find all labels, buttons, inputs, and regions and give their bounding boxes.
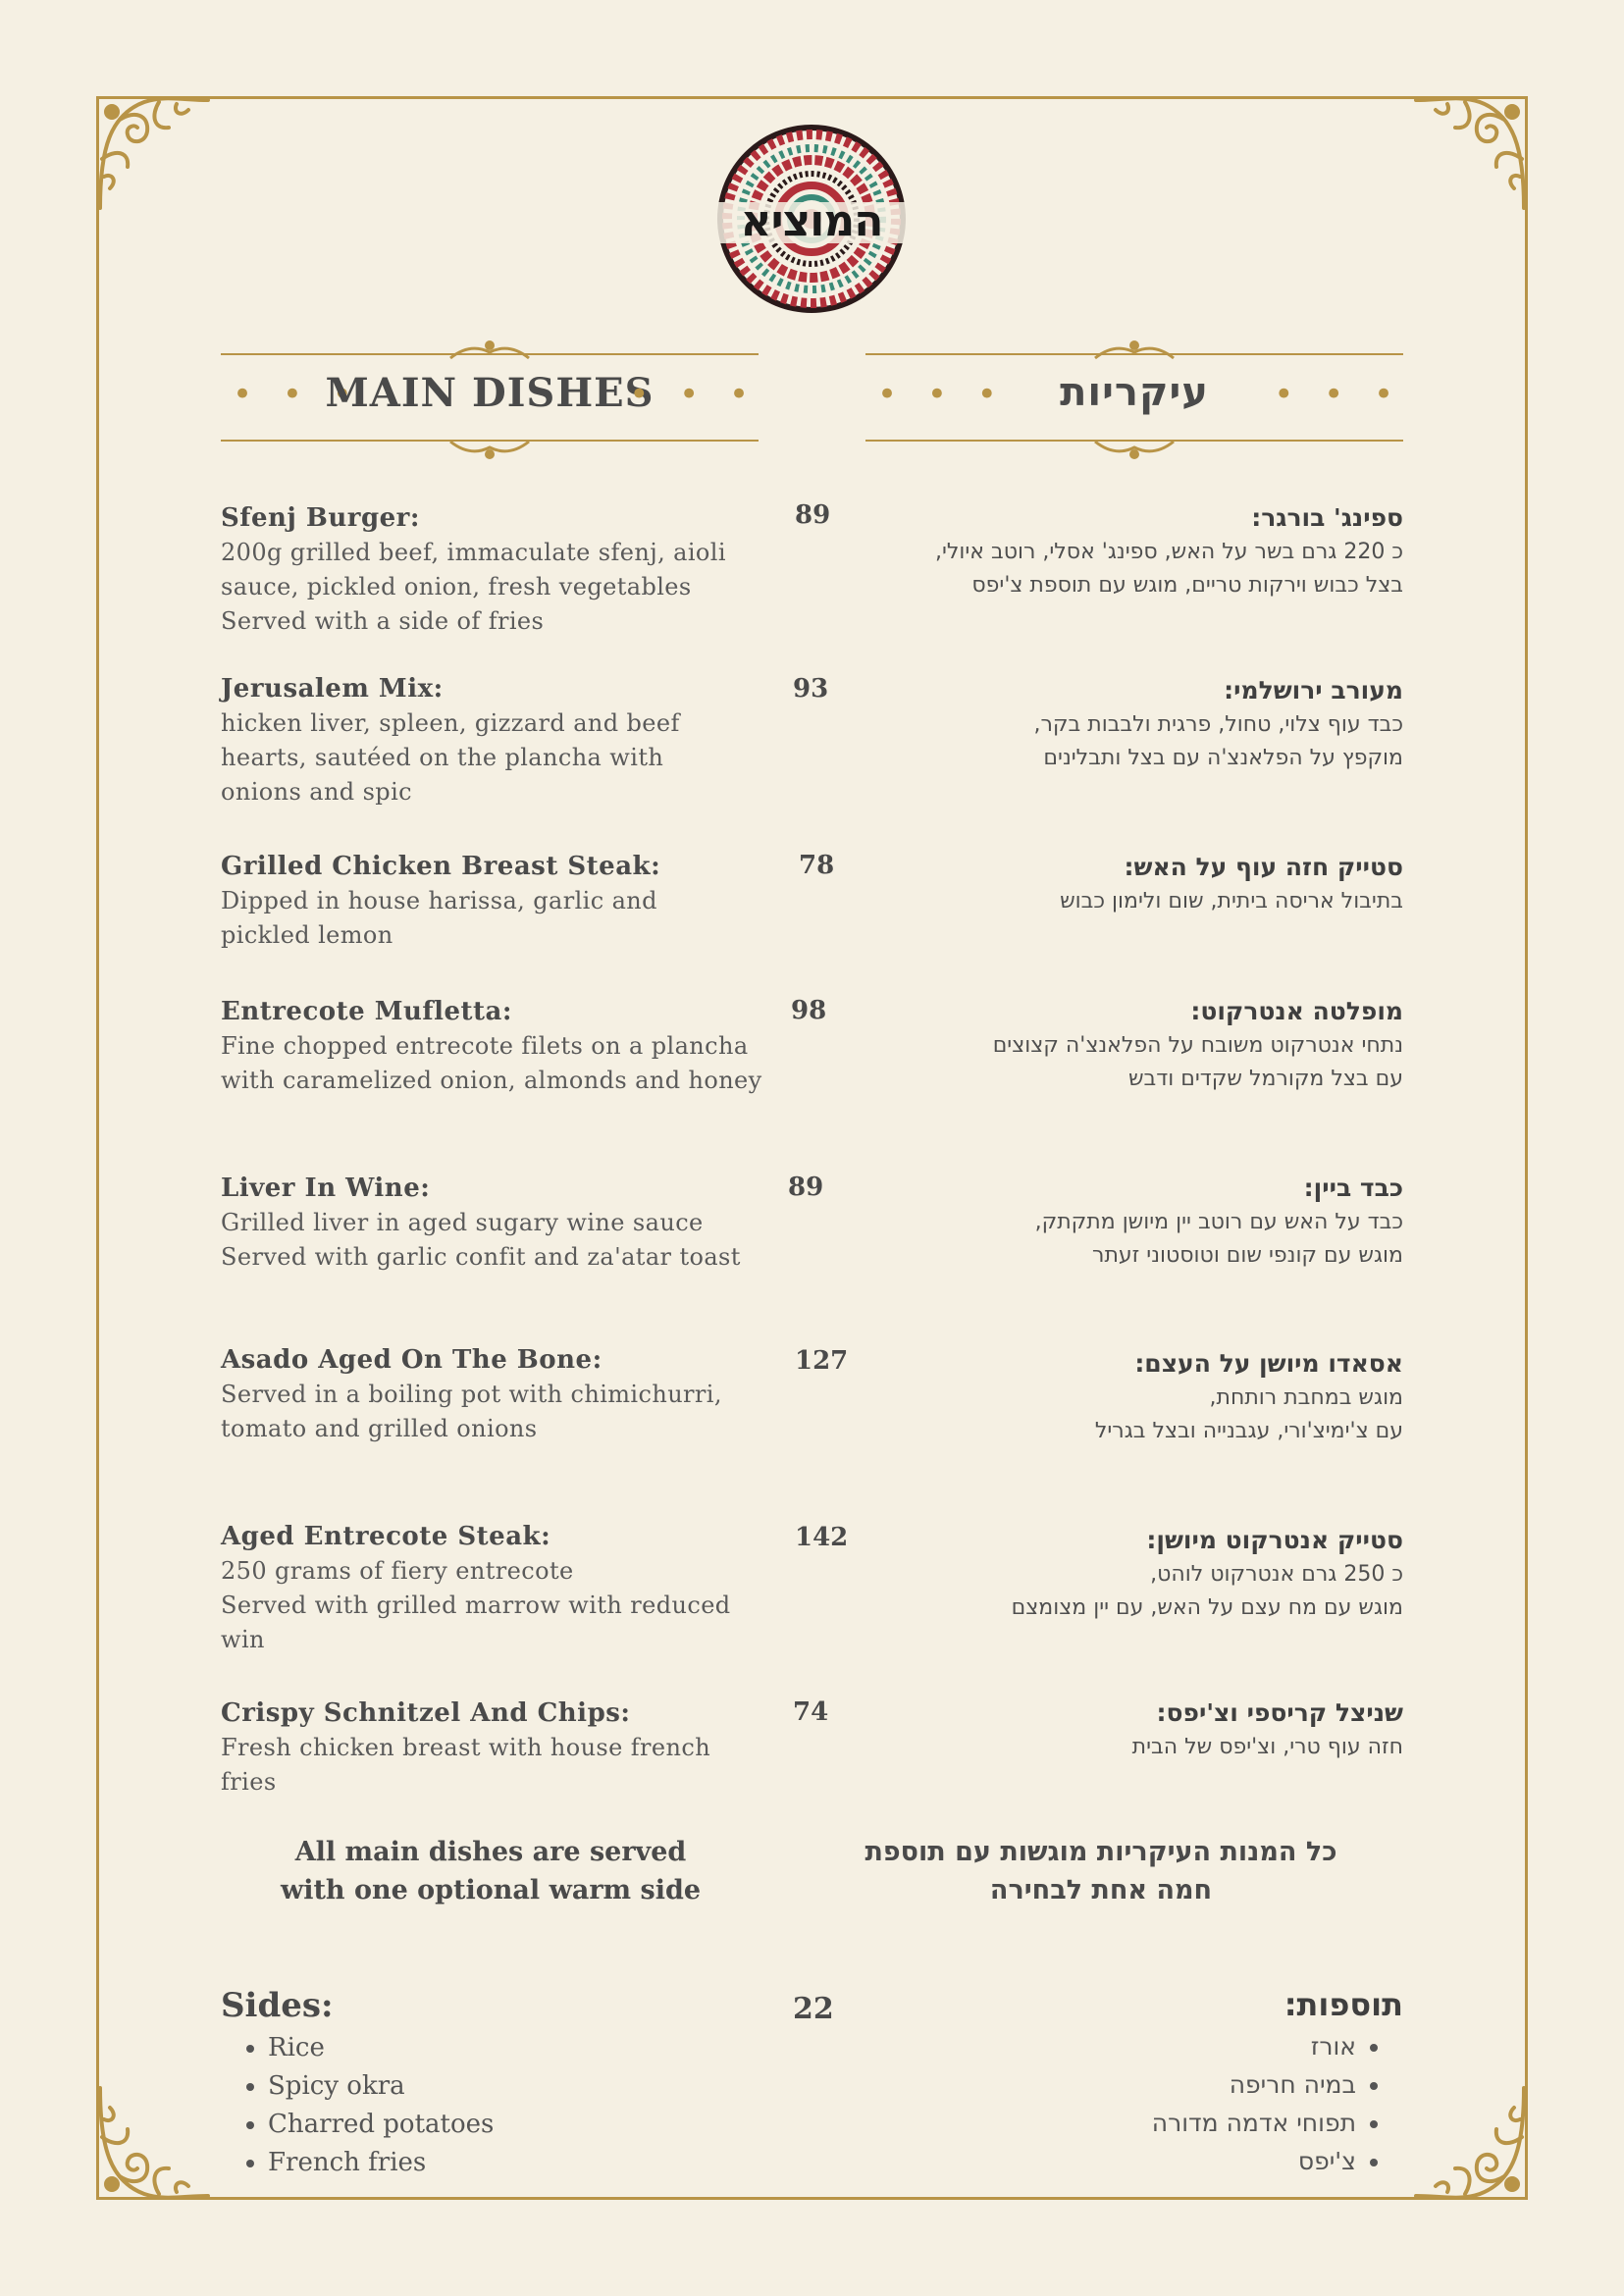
dish-name-en: Crispy Schnitzel And Chips: bbox=[221, 1698, 631, 1728]
dots-left: • • • bbox=[877, 375, 1007, 414]
section-header-en bbox=[221, 339, 759, 456]
dish-en bbox=[221, 1696, 770, 1800]
list-item: • צ'יפס bbox=[1152, 2142, 1356, 2180]
dish-name-he: שניצל קריספי וצ'יפס: bbox=[1156, 1698, 1403, 1727]
dish-desc-line: Served with a side of fries bbox=[221, 607, 545, 635]
section-title-en: MAIN DISHES bbox=[325, 370, 655, 416]
dish-desc-line: Served in a boiling pot with chimichurri, bbox=[221, 1381, 722, 1408]
dish-desc-line: hicken liver, spleen, gizzard and beef bbox=[221, 709, 680, 737]
dish-name-he: ספינג' בורגר: bbox=[1251, 503, 1403, 532]
dish-desc-line: עם בצל מקורמל שקדים ודבש bbox=[1127, 1067, 1403, 1091]
dish-en bbox=[221, 849, 770, 953]
sides-section-en bbox=[221, 1986, 494, 2182]
list-item: • תפוחי אדמה מדורה bbox=[1152, 2104, 1356, 2142]
dish-desc-line: מוקפץ על הפלאנצ'ה עם בצל ותבלינים bbox=[1043, 746, 1403, 770]
dish-desc-line: בתיבול אריסה ביתית, שום ולימון כבוש bbox=[1060, 889, 1403, 913]
sides-list-he bbox=[1152, 2027, 1403, 2180]
dish-he bbox=[854, 1346, 1403, 1448]
dish-price: 89 bbox=[788, 1173, 824, 1202]
dish-desc-line: Fine chopped entrecote filets on a plancha bbox=[221, 1032, 749, 1060]
list-item: • אורז bbox=[1152, 2027, 1356, 2065]
dish-price: 89 bbox=[795, 500, 831, 530]
dish-name-he: סטייק אנטרקוט מיושן: bbox=[1146, 1526, 1403, 1554]
dish-he bbox=[854, 850, 1403, 918]
crest-ornament-icon bbox=[1090, 339, 1179, 360]
dish-en bbox=[221, 994, 770, 1098]
list-item: • Spicy okra bbox=[268, 2067, 494, 2106]
section-header-he bbox=[865, 339, 1403, 456]
dish-he bbox=[854, 1696, 1403, 1764]
corner-ornament-icon bbox=[90, 90, 218, 218]
dots-right: • • • bbox=[1274, 375, 1403, 414]
list-item: • French fries bbox=[268, 2144, 494, 2182]
crest-ornament-icon bbox=[1090, 440, 1179, 461]
dish-he bbox=[854, 1171, 1403, 1273]
dish-price: 98 bbox=[791, 996, 827, 1025]
dish-desc-line: מוגש עם קונפי שום וטוסטוני זעתר bbox=[1092, 1243, 1403, 1268]
dish-en bbox=[221, 671, 770, 809]
dish-desc-line: 200g grilled beef, immaculate sfenj, aioli bbox=[221, 539, 726, 566]
dish-price: 74 bbox=[793, 1697, 829, 1727]
list-item: • במיה חריפה bbox=[1152, 2065, 1356, 2104]
dish-desc-line: כבד על האש עם רוטב יין מיושן מתקתק, bbox=[1034, 1210, 1403, 1234]
dish-name-en: Grilled Chicken Breast Steak: bbox=[221, 852, 661, 881]
dish-price: 127 bbox=[795, 1346, 849, 1376]
dish-desc-line: Fresh chicken breast with house french fries bbox=[221, 1734, 711, 1796]
dish-en bbox=[221, 1519, 770, 1657]
corner-ornament-icon bbox=[90, 2078, 218, 2206]
dish-he bbox=[854, 500, 1403, 602]
dish-desc-line: נתחי אנטרקוט משובח על הפלאנצ'ה קצוצים bbox=[992, 1033, 1403, 1058]
crest-ornament-icon bbox=[445, 339, 534, 360]
dish-desc-line: כ 220 גרם בשר על האש, ספינג' אסלי, רוטב איולי, bbox=[934, 540, 1403, 564]
dish-desc-line: בצל כבוש וירקות טריים, מוגש עם תוספת צ'יפס bbox=[971, 573, 1403, 598]
section-title-he: עיקריות bbox=[1060, 370, 1209, 415]
dish-desc-line: Grilled liver in aged sugary wine sauce bbox=[221, 1209, 704, 1236]
dish-desc-line: Served with grilled marrow with reduced bbox=[221, 1592, 731, 1619]
dish-price: 142 bbox=[795, 1523, 849, 1552]
dots-right: • • • bbox=[629, 375, 759, 414]
dish-desc-line: win bbox=[221, 1626, 265, 1653]
dish-desc-line: כ 250 גרם אנטרקוט לוהט, bbox=[1150, 1562, 1403, 1587]
dish-name-he: מעורב ירושלמי: bbox=[1224, 676, 1403, 704]
crest-ornament-icon bbox=[445, 440, 534, 461]
dish-en bbox=[221, 500, 770, 639]
sides-list-en bbox=[221, 2029, 494, 2182]
dish-desc-line: Dipped in house harissa, garlic and bbox=[221, 887, 657, 914]
dish-name-en: Entrecote Mufletta: bbox=[221, 997, 512, 1026]
corner-ornament-icon bbox=[1406, 2078, 1534, 2206]
dish-he bbox=[854, 994, 1403, 1096]
restaurant-logo bbox=[699, 116, 924, 322]
dish-desc-line: 250 grams of fiery entrecote bbox=[221, 1557, 574, 1585]
dish-desc-line: hearts, sautéed on the plancha with bbox=[221, 744, 664, 771]
dish-price: 78 bbox=[799, 851, 835, 880]
dish-en bbox=[221, 1342, 770, 1446]
sides-price: 22 bbox=[793, 1992, 834, 2026]
dish-he bbox=[854, 1523, 1403, 1625]
dish-desc-line: onions and spic bbox=[221, 778, 412, 806]
side-note-en: All main dishes are served with one optional warm side bbox=[280, 1837, 702, 1905]
dish-desc-line: מוגש במחבת רותחת, bbox=[1209, 1385, 1403, 1410]
dish-name-he: סטייק חזה עוף על האש: bbox=[1124, 853, 1403, 881]
dish-desc-line: tomato and grilled onions bbox=[221, 1415, 538, 1442]
dots-left: • • • bbox=[233, 375, 362, 414]
dish-name-en: Asado Aged On The Bone: bbox=[221, 1345, 602, 1375]
dish-name-en: Sfenj Burger: bbox=[221, 503, 420, 533]
dish-name-he: כבד ביין: bbox=[1303, 1174, 1403, 1202]
dish-en bbox=[221, 1171, 770, 1275]
sides-title-en: Sides: bbox=[221, 1986, 334, 2025]
dish-name-he: אסאדו מיושן על העצם: bbox=[1134, 1349, 1403, 1378]
sides-title-he: תוספות: bbox=[1283, 1986, 1403, 2023]
dish-name-en: Aged Entrecote Steak: bbox=[221, 1522, 551, 1551]
list-item: • Rice bbox=[268, 2029, 494, 2067]
logo-text: המוציא bbox=[740, 196, 883, 246]
dish-desc-line: with caramelized onion, almonds and honey bbox=[221, 1067, 762, 1094]
dish-desc-line: חזה עוף טרי, וצ'יפס של הבית bbox=[1131, 1735, 1403, 1759]
dish-he bbox=[854, 673, 1403, 775]
dish-price: 93 bbox=[793, 674, 829, 704]
side-note-he: כל המנות העיקריות מוגשות עם תוספת חמה אחת לבחירה bbox=[864, 1837, 1337, 1905]
dish-desc-line: Served with garlic confit and za'atar toast bbox=[221, 1243, 741, 1271]
dish-desc-line: sauce, pickled onion, fresh vegetables bbox=[221, 573, 692, 600]
dish-desc-line: עם צ'ימיצ'ורי, עגבנייה ובצל בגריל bbox=[1094, 1419, 1403, 1443]
dish-desc-line: מוגש עם מח עצם על האש, עם יין מצומצם bbox=[1011, 1595, 1403, 1620]
dish-name-en: Jerusalem Mix: bbox=[221, 674, 444, 704]
sides-section-he bbox=[1152, 1986, 1403, 2180]
dish-desc-line: כבד עוף צלוי, טחול, פרגית ולבבות בקר, bbox=[1033, 712, 1403, 737]
dish-desc-line: pickled lemon bbox=[221, 921, 393, 949]
dish-name-en: Liver In Wine: bbox=[221, 1174, 431, 1203]
dish-name-he: מופלטה אנטרקוט: bbox=[1190, 997, 1403, 1025]
list-item: • Charred potatoes bbox=[268, 2106, 494, 2144]
corner-ornament-icon bbox=[1406, 90, 1534, 218]
